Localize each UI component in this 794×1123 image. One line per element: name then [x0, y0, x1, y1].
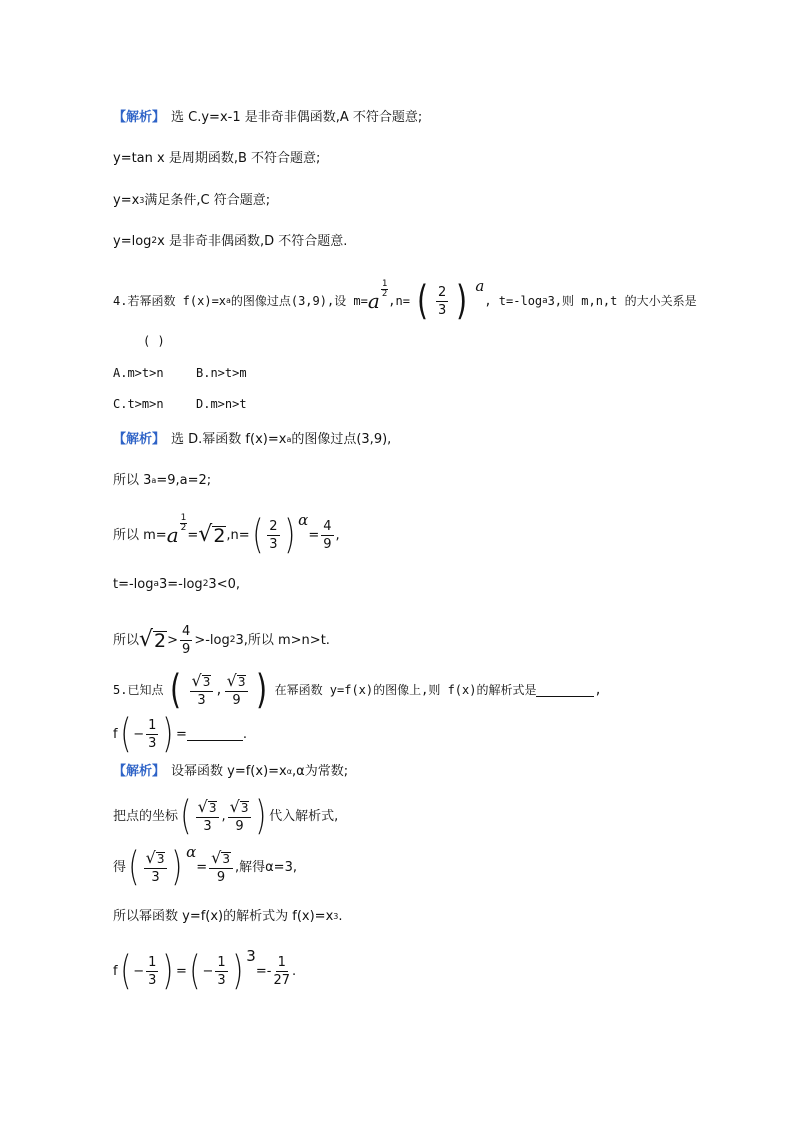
fraction — [321, 520, 333, 551]
analysis-text: y=tan x 是周期函数,B 不符合题意; — [113, 151, 321, 166]
fraction-numerator: 2 — [269, 518, 278, 534]
radicand: 3 — [240, 800, 249, 815]
right-paren: ) — [453, 278, 471, 324]
analysis-text: 把点的坐标 — [113, 808, 179, 824]
analysis-text: ,n= — [226, 527, 250, 543]
analysis-tag: 【解析】 — [113, 110, 166, 125]
fraction — [196, 799, 220, 833]
analysis-tag: 【解析】 — [113, 432, 166, 447]
function-name: f — [113, 726, 118, 742]
answer-blank[interactable] — [187, 728, 243, 741]
fraction-denominator: 9 — [216, 870, 226, 885]
question-text: ,n= — [388, 294, 410, 308]
solution-5-line-1 — [113, 765, 348, 778]
analysis-line-1 — [113, 111, 422, 124]
superscript: α — [286, 766, 293, 776]
operator: − — [133, 963, 145, 979]
fraction-denominator: 3 — [438, 302, 447, 318]
analysis-text: 3,所以 m>n>t. — [235, 632, 330, 648]
equals: = — [187, 527, 199, 543]
math-variable: a — [367, 289, 380, 313]
fraction — [146, 956, 158, 987]
analysis-line-3 — [113, 194, 270, 207]
exponent-fraction — [180, 514, 188, 534]
fraction-numerator: 4 — [182, 623, 191, 639]
exponent: a — [475, 276, 485, 295]
punctuation: . — [338, 909, 343, 924]
right-paren: ) — [162, 711, 174, 757]
exponent: 3 — [246, 946, 256, 965]
math-variable: a — [166, 523, 179, 547]
question-text: 在幂函数 y=f(x)的图像上,则 f(x)的解析式是 — [274, 683, 537, 697]
fraction — [228, 799, 252, 833]
radicand: 2 — [154, 630, 167, 652]
fraction-numerator: 1 — [180, 513, 187, 524]
question-4-stem — [113, 276, 697, 326]
fraction-numerator: √ 3 — [225, 673, 249, 692]
analysis-line-4 — [113, 235, 347, 248]
punctuation: , — [215, 683, 223, 697]
fraction-numerator: √ 3 — [228, 799, 252, 818]
fraction-numerator: 1 — [217, 954, 226, 970]
answer-blank[interactable] — [536, 684, 594, 697]
exponent: α — [298, 510, 309, 529]
analysis-text: x 是非奇非偶函数,D 不符合题意. — [157, 234, 348, 249]
analysis-text: 选 D.幂函数 f(x)=x — [171, 432, 287, 447]
radicand: 3 — [222, 851, 230, 866]
analysis-text: 代入解析式, — [269, 808, 339, 824]
analysis-text: 满足条件,C 符合题意; — [144, 193, 271, 208]
fraction-numerator: 1 — [277, 954, 286, 970]
fraction-numerator: √ 3 — [190, 673, 214, 692]
question-text: 3,则 m,n,t 的大小关系是 — [547, 294, 697, 308]
math-text: y=x — [113, 193, 140, 208]
question-text: , t=-log — [484, 294, 543, 308]
equals: = — [196, 859, 208, 875]
left-paren: ( — [413, 278, 431, 324]
solution-4-line-2 — [113, 474, 211, 487]
radicand: 3 — [208, 800, 217, 815]
analysis-text: 选 C.y=x-1 是非奇非偶函数,A 不符合题意; — [171, 110, 423, 125]
analysis-text: 所以幂函数 y=f(x)的解析式为 f(x)=x — [113, 909, 334, 924]
fraction-denominator: 3 — [217, 972, 226, 988]
analysis-tag: 【解析】 — [113, 764, 166, 779]
fraction-denominator: 3 — [203, 819, 212, 834]
question-text: 5.已知点 — [113, 683, 164, 697]
math-text: y=log — [113, 234, 152, 249]
fraction-denominator: 9 — [232, 693, 241, 708]
right-paren: ) — [171, 844, 183, 890]
fraction-denominator: 2 — [381, 289, 388, 300]
left-paren: ( — [119, 711, 131, 757]
right-paren: ) — [254, 667, 271, 713]
operator: > — [167, 632, 179, 648]
subscript: a — [153, 579, 160, 589]
options-row-1 — [113, 367, 247, 379]
subscript: 2 — [202, 579, 209, 589]
option-d: D.m>n>t — [196, 397, 247, 411]
equals: = — [175, 726, 187, 742]
question-text: 4.若幂函数 f(x)=x — [113, 294, 227, 308]
fraction-numerator: √ 3 — [209, 850, 233, 869]
fraction — [225, 673, 249, 707]
solution-4-line-1 — [113, 433, 391, 446]
superscript: 3 — [139, 195, 145, 205]
superscript: a — [286, 434, 292, 444]
analysis-text: 所以 — [113, 632, 140, 648]
analysis-text: 所以 3 — [113, 473, 152, 488]
analysis-text: ,解得α=3, — [234, 859, 297, 875]
superscript: 3 — [333, 911, 339, 921]
radicand: 2 — [213, 525, 226, 547]
answer-blank: ( ) — [143, 334, 165, 348]
subscript: 2 — [229, 634, 236, 645]
analysis-line-2 — [113, 152, 320, 165]
fraction-numerator: √ 3 — [196, 799, 220, 818]
fraction — [180, 625, 192, 656]
fraction — [146, 719, 158, 750]
fraction-numerator: 2 — [438, 284, 447, 300]
solution-4-line-5 — [113, 620, 330, 660]
solution-5-line-3 — [113, 842, 297, 892]
superscript: a — [226, 296, 231, 305]
question-5-stem — [113, 668, 602, 712]
fraction-denominator: 3 — [148, 735, 157, 751]
fraction-numerator: 4 — [323, 518, 332, 534]
fraction — [215, 956, 227, 987]
fraction-denominator: 2 — [180, 523, 187, 534]
fraction-denominator: 3 — [269, 536, 278, 552]
analysis-text: t=-log — [113, 577, 154, 592]
solution-5-line-4 — [113, 910, 343, 923]
fraction — [144, 850, 168, 884]
fraction-numerator: 1 — [381, 279, 388, 290]
analysis-text: =9,a=2; — [156, 473, 212, 488]
analysis-text: 3<0, — [208, 577, 240, 592]
answer-paren — [143, 335, 165, 347]
left-paren: ( — [180, 793, 192, 839]
option-b: B.n>t>m — [196, 366, 247, 380]
analysis-text: 3=-log — [159, 577, 203, 592]
fraction-denominator: 9 — [182, 641, 191, 657]
solution-4-line-3 — [113, 512, 340, 558]
equals: = — [308, 527, 320, 543]
analysis-text: 得 — [113, 859, 127, 875]
operator: − — [133, 726, 145, 742]
fraction-numerator: 1 — [148, 954, 157, 970]
punctuation: , — [335, 527, 340, 543]
analysis-text: >-log — [194, 632, 230, 648]
exponent-fraction — [381, 280, 388, 300]
options-row-2 — [113, 398, 247, 410]
punctuation: , — [594, 683, 602, 697]
option-a: A.m>t>n — [113, 366, 164, 380]
radicand: 3 — [237, 674, 246, 689]
analysis-text: 设幂函数 y=f(x)=x — [171, 764, 287, 779]
right-paren: ) — [232, 948, 243, 994]
question-text: 的图像过点(3,9),设 m= — [230, 294, 368, 308]
equals: =- — [255, 963, 272, 979]
radicand: 3 — [202, 674, 211, 689]
option-c: C.t>m>n — [113, 397, 164, 411]
punctuation: . — [291, 963, 297, 979]
analysis-text: 所以 m= — [113, 527, 167, 543]
subscript: a — [542, 295, 548, 306]
fraction-denominator: 9 — [323, 536, 332, 552]
right-paren: ) — [283, 512, 295, 558]
left-paren: ( — [252, 512, 263, 558]
fraction — [209, 850, 233, 884]
solution-5-line-2 — [113, 794, 338, 838]
left-paren: ( — [189, 948, 201, 994]
fraction-numerator: 1 — [148, 717, 157, 733]
operator: − — [202, 963, 214, 979]
solution-5-line-5 — [113, 948, 296, 994]
question-5-line-2 — [113, 712, 247, 756]
analysis-text: ,α为常数; — [292, 764, 349, 779]
left-paren: ( — [167, 667, 184, 713]
solution-4-line-4 — [113, 578, 240, 591]
punctuation: , — [221, 808, 226, 824]
fraction-numerator: √ 3 — [144, 850, 168, 869]
punctuation: . — [242, 726, 248, 742]
fraction — [190, 673, 214, 707]
sqrt: √ 2 — [198, 522, 226, 547]
fraction-denominator: 9 — [235, 819, 244, 834]
fraction — [436, 286, 448, 317]
left-paren: ( — [119, 948, 131, 994]
radicand: 3 — [156, 851, 165, 866]
right-paren: ) — [162, 948, 174, 994]
fraction-denominator: 27 — [273, 972, 290, 988]
fraction — [273, 956, 290, 987]
superscript: a — [151, 475, 157, 485]
exponent: α — [186, 842, 197, 861]
sqrt: √ 2 — [139, 627, 167, 652]
fraction-denominator: 3 — [197, 693, 206, 708]
fraction — [267, 520, 279, 551]
fraction-denominator: 3 — [148, 972, 157, 988]
analysis-text: 的图像过点(3,9), — [291, 432, 392, 447]
right-paren: ) — [255, 793, 267, 839]
left-paren: ( — [128, 844, 140, 890]
function-name: f — [113, 963, 118, 979]
fraction-denominator: 3 — [151, 870, 160, 885]
equals: = — [175, 963, 187, 979]
subscript: 2 — [151, 236, 158, 246]
